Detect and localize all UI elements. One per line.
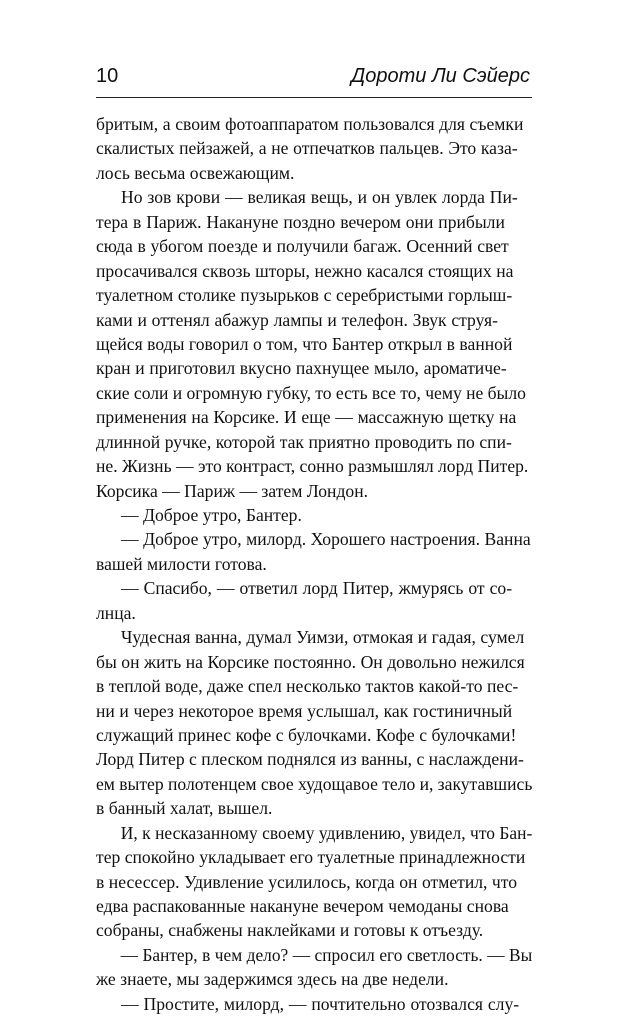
text-line: туалетном столике пузырьков с серебристыми горлыш- — [96, 285, 513, 306]
text-line: тер спокойно укладывает его туалетные принадлежности — [96, 847, 526, 868]
text-line: ские соли и огромную губку, то есть все то, чему не было — [96, 382, 526, 403]
text-line: И, к несказанному своему удивлению, увидел, что Бан- — [120, 822, 533, 843]
text-line: вашей милости готова. — [96, 553, 267, 574]
text-line: собраны, снабжены наклейками и готовы к отъезду. — [96, 920, 484, 941]
text-line: — Доброе утро, Бантер. — [121, 505, 302, 525]
text-line: ни и через некоторое время услышал, как гостиничный — [96, 700, 513, 721]
text-line: лнца. — [96, 602, 136, 623]
header-rule — [96, 97, 532, 98]
text-line: — Доброе утро, милорд. Хорошего настроения. Ванна — [121, 529, 531, 550]
text-line: Чудесная ванна, думал Уимзи, отмокая и гадая, сумел — [121, 627, 525, 648]
text-line: едва распакованные накануне вечером чемоданы снова — [96, 896, 509, 916]
text-line: ем вытер полотенцем свое худощавое тело и, закутавшись — [96, 773, 533, 794]
text-line: Лорд Питер с плеском поднялся из ванны, с наслаждени- — [96, 749, 524, 770]
text-line: — Бантер, в чем дело? — спросил его светлость. — Вы — [120, 944, 533, 965]
running-title: Дороти Ли Сэйерс — [351, 65, 530, 87]
text-line: тера в Париж. Накануне поздно вечером они прибыли — [96, 211, 505, 232]
text-line: же знаете, мы задержимся здесь на две недели. — [96, 969, 449, 990]
text-line: — Спасибо, — ответил лорд Питер, жмурясь от со- — [121, 578, 513, 599]
text-line: — Простите, милорд, — почтительно отозвался слу- — [121, 993, 520, 1014]
text-line: ками и оттенял абажур лампы и телефон. Звук струя- — [96, 309, 498, 330]
text-line: в несессер. Удивление усилилось, когда он отметил, что — [96, 871, 518, 892]
page-number: 10 — [96, 65, 119, 87]
text-line: просачивался сквозь шторы, нежно касался стоящих на — [96, 260, 514, 281]
text-line: служащий принес кофе с булочками. Кофе с булочками! — [96, 724, 517, 745]
text-line: не. Жизнь — это контраст, сонно размышлял лорд Питер. — [96, 456, 529, 477]
text-line: длинной ручке, которой так приятно проводить по спи- — [96, 431, 512, 452]
text-line: кран и приготовил вкусно пахнущее мыло, ароматиче- — [96, 358, 507, 379]
text-line: сюда в убогом поезде и получили багаж. Осенний свет — [96, 236, 509, 257]
text-line: лось весьма освежающим. — [96, 162, 295, 183]
text-line: в банный халат, вышел. — [96, 798, 273, 819]
text-line: бы он жить на Корсике постоянно. Он довольно нежился — [96, 651, 525, 672]
text-line: скалистых пейзажей, а не отпечатков пальцев. Это каза- — [96, 138, 518, 159]
text-line: в теплой воде, даже спел несколько тактов какой-то пес- — [96, 676, 519, 697]
text-body — [96, 112, 532, 1016]
text-line: применения на Корсике. И еще — массажную щетку на — [96, 407, 517, 428]
text-line: Корсика — Париж — затем Лондон. — [96, 480, 369, 501]
text-line: Но зов крови — великая вещь, и он увлек лорда Пи- — [121, 187, 518, 208]
text-line: щейся воды говорил о том, что Бантер открыл в ванной — [96, 333, 513, 354]
text-line: бритым, а своим фотоаппаратом пользовался для съемки — [96, 114, 524, 134]
page-header — [96, 64, 530, 92]
